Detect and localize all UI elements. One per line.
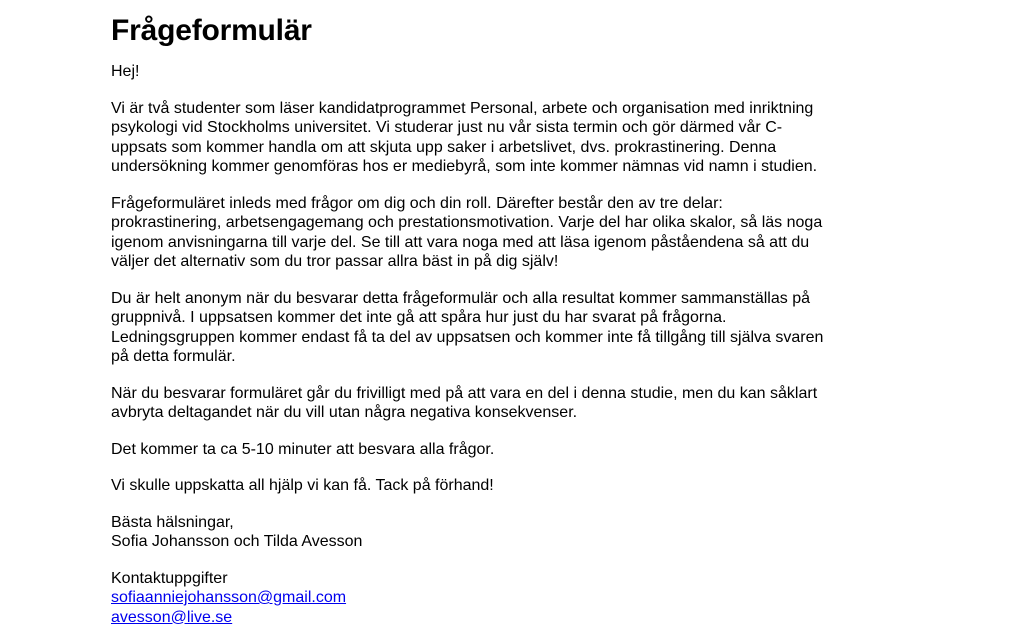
signoff-closing: Bästa hälsningar, — [111, 513, 234, 531]
paragraph-line: Vi är två studenter som läser kandidatprogrammet Personal, arbete och organisation med inriktning — [111, 99, 814, 117]
contact-heading: Kontaktuppgifter — [111, 569, 228, 587]
paragraph-line: gruppnivå. I uppsatsen kommer det inte gå att spåra hur just du har svarat på frågorna. — [111, 309, 727, 326]
signoff — [111, 513, 891, 552]
paragraph-line: När du besvarar formuläret går du frivilligt med på att vara en del i denna studie, men du kan såklart — [111, 384, 818, 402]
consent-paragraph — [111, 384, 891, 423]
paragraph-line: Frågeformuläret inleds med frågor om dig och din roll. Därefter består den av tre delar: — [111, 194, 723, 212]
paragraph-line: psykologi vid Stockholms universitet. Vi studerar just nu vår sista termin och gör därmed vår C- — [111, 119, 783, 136]
anonymity-paragraph — [111, 289, 891, 367]
paragraph-line: undersökning kommer genomföras hos er mediebyrå, som inte kommer nämnas vid namn i studien. — [111, 158, 818, 175]
paragraph-line: Du är helt anonym när du besvarar detta frågeformulär och alla resultat kommer sammanställas på — [111, 289, 810, 307]
paragraph-line: Det kommer ta ca 5-10 minuter att besvara alla frågor. — [111, 440, 495, 458]
thanks-paragraph — [111, 476, 891, 496]
questionnaire-intro — [111, 12, 891, 644]
duration-paragraph — [111, 440, 891, 460]
signoff-names: Sofia Johansson och Tilda Avesson — [111, 533, 363, 550]
paragraph-line: på detta formulär. — [111, 348, 236, 365]
greeting-text: Hej! — [111, 63, 140, 80]
paragraph-line: väljer det alternativ som du tror passar allra bäst in på dig själv! — [111, 253, 559, 270]
paragraph-line: avbryta deltagandet när du vill utan några negativa konsekvenser. — [111, 404, 578, 421]
paragraph-line: uppsats som kommer handla om att skjuta upp saker i arbetslivet, dvs. prokrastinering. Denna — [111, 138, 777, 156]
paragraph-line: igenom anvisningarna till varje del. Se till att vara noga med att läsa igenom påståendena så att du — [111, 233, 810, 251]
paragraph-line: Vi skulle uppskatta all hjälp vi kan få. Tack på förhand! — [111, 477, 494, 494]
intro-paragraph — [111, 99, 891, 177]
contact-info — [111, 569, 891, 628]
paragraph-line: Ledningsgruppen kommer endast få ta del av uppsatsen och kommer inte få tillgång till själva svaren — [111, 328, 824, 346]
structure-paragraph — [111, 194, 891, 272]
email-link-sofia[interactable]: sofiaanniejohansson@gmail.com — [111, 589, 347, 606]
page-title: Frågeformulär — [111, 14, 312, 47]
paragraph-line: prokrastinering, arbetsengagemang och prestationsmotivation. Varje del har olika skalor, så läs noga — [111, 214, 823, 231]
email-link-tilda[interactable]: avesson@live.se — [111, 608, 233, 626]
